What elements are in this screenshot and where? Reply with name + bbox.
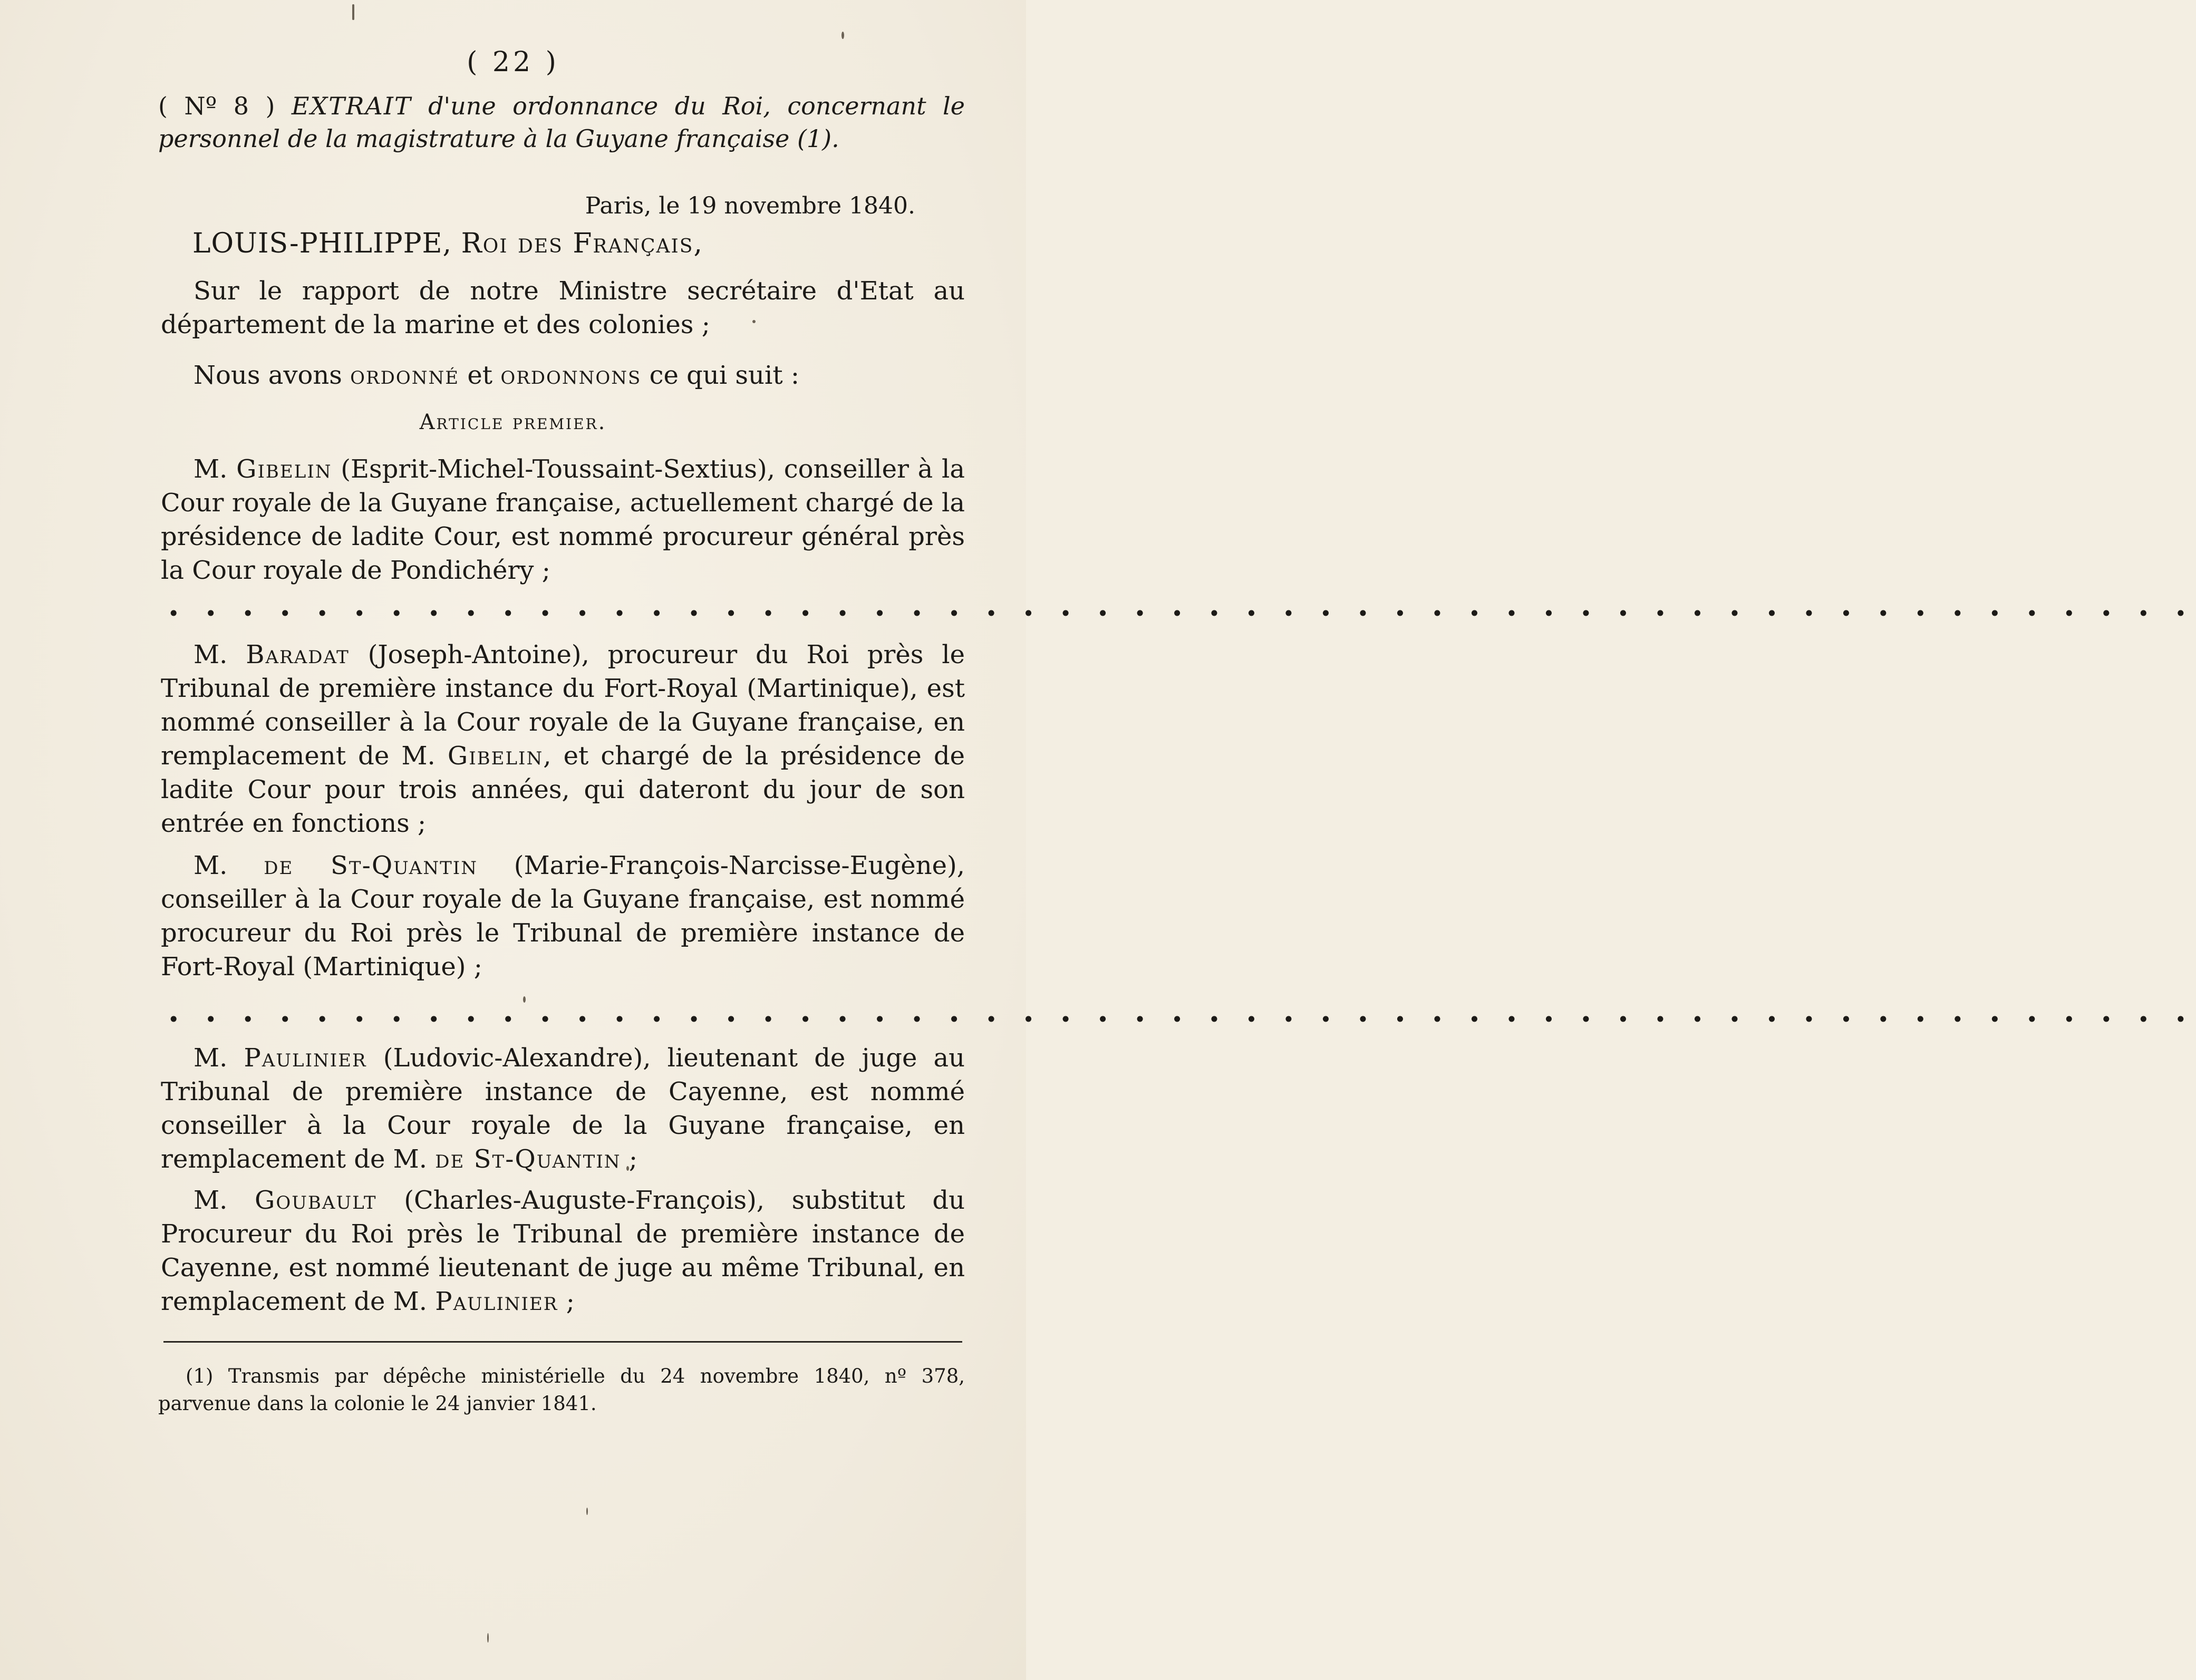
ink-speck [752, 320, 756, 323]
ellipsis-row: • • • • • • • • • • • • • • • • • • • • • • • • • • • • • • • • • • • • • • • • • • • • • • • • • • • • • • • [168, 1008, 2196, 1031]
ink-speck [523, 996, 526, 1003]
person-name-reference: de St-Quantin [435, 1144, 621, 1174]
ellipsis-row: • • • • • • • • • • • • • • • • • • • • • • • • • • • • • • • • • • • • • • • • • • • • • • • • • • • • • • • [168, 602, 2196, 625]
document-heading [158, 90, 965, 155]
king-title: Roi des Français, [461, 228, 703, 259]
person-name-reference: Paulinier [435, 1287, 558, 1316]
person-name: Gibelin [236, 454, 332, 484]
paragraph-goubault: M. Goubault (Charles-Auguste-François), substitut du Procureur du Roi près le Tribunal de première instance de Cayenne, est nommé lieutenant de juge au même Tribunal, en remplacement de M. Paulinier ; [161, 1186, 965, 1316]
paragraph-gibelin: M. Gibelin (Esprit-Michel-Toussaint-Sextius), conseiller à la Cour royale de la Guyane française, actuellement chargé de la présidence de ladite Cour, est nommé procureur général près la Cour royale de Pondichéry ; [161, 454, 965, 585]
ink-speck [841, 32, 844, 39]
ink-speck [586, 1508, 588, 1515]
article-title: Article premier. [419, 410, 607, 434]
king-name: LOUIS-PHILIPPE, [192, 228, 452, 259]
heading-title: d'une ordonnance du Roi, concernant le personnel de la magistrature à la Guyane française (1). [158, 92, 965, 153]
page-number: ( 22 ) [467, 46, 559, 78]
paragraph-baradat: M. Baradat (Joseph-Antoine), procureur du Roi près le Tribunal de première instance du Fort-Royal (Martinique), est nommé conseiller à la Cour royale de la Guyane française, en remplacement de M. Gibelin, et chargé de la présidence de ladite Cour pour trois années, qui dateront du jour de son entrée en fonctions ; [161, 640, 965, 838]
ink-speck [352, 4, 354, 20]
person-name: Goubault [255, 1186, 377, 1215]
preamble-order: Nous avons ordonné et ordonnons ce qui suit : [194, 361, 800, 390]
date-line: Paris, le 19 novembre 1840. [585, 192, 915, 219]
person-name-reference: Gibelin [447, 741, 544, 771]
footnote: (1) Transmis par dépêche ministérielle du 24 novembre 1840, nº 378, parvenue dans la colonie le 24 janvier 1841. [158, 1365, 965, 1415]
ordonne-word: ordonné [350, 361, 460, 390]
person-name: Paulinier [244, 1043, 367, 1073]
preamble-report: Sur le rapport de notre Ministre secrétaire d'Etat au département de la marine et des colonies ; [161, 276, 965, 339]
ordonnons-word: ordonnons [500, 361, 642, 390]
person-name: de St-Quantin [264, 851, 478, 880]
extract-label: EXTRAIT [291, 92, 412, 120]
document-number: ( Nº 8 ) [158, 92, 275, 120]
ink-speck [487, 1633, 489, 1643]
paragraph-paulinier: M. Paulinier (Ludovic-Alexandre), lieutenant de juge au Tribunal de première instance de Cayenne, est nommé conseiller à la Cour royale de la Guyane française, en remplacement de M. de St-Quantin ; [161, 1043, 965, 1174]
person-name: Baradat [246, 640, 350, 669]
paragraph-de-st-quantin: M. de St-Quantin (Marie-François-Narcisse-Eugène), conseiller à la Cour royale de la Guyane française, est nommé procureur du Roi près le Tribunal de première instance de Fort-Royal (Martinique) ; [161, 851, 965, 982]
footnote-rule [163, 1341, 962, 1343]
king-line [192, 228, 703, 259]
ink-speck [626, 1166, 629, 1171]
